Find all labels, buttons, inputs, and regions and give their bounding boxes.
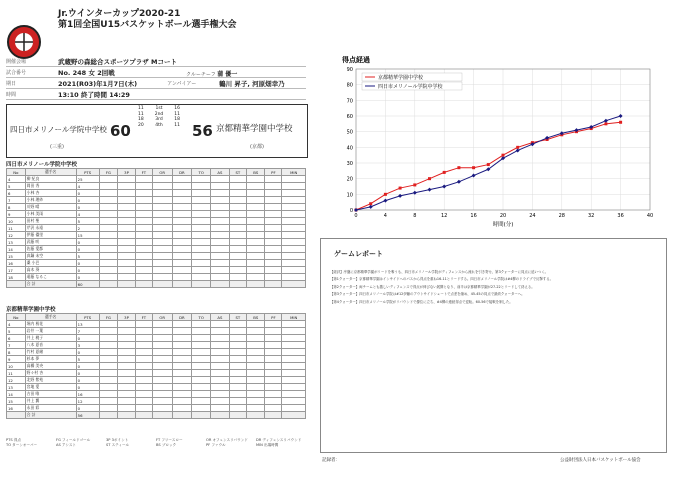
- venue-row: 開催会場 武蔵野の森総合スポーツプラザ Mコート: [6, 57, 306, 67]
- data-point: [369, 202, 372, 205]
- crew-chief: クルーチーフ 蒲 優一: [186, 71, 238, 78]
- x-tick-label: 40: [646, 213, 654, 219]
- total-row: 合 計 56: [7, 412, 306, 419]
- away-team-name: 京都精華学園中学校: [216, 124, 293, 134]
- y-tick-label: 70: [346, 98, 353, 105]
- y-tick-label: 30: [346, 161, 353, 167]
- player-row: 6 井上 桃子 0: [7, 335, 306, 342]
- quarter-row: 11 1st 16: [138, 106, 180, 111]
- data-point: [619, 121, 622, 124]
- player-row: 16 桑 小巴 0: [7, 260, 306, 267]
- away-score: 56: [192, 122, 213, 140]
- footer-recorder: 記録者：: [322, 458, 340, 463]
- report-paragraph: 【第1クォーター】京都精華学園はインサイドへのパスから得点を重ね16-11とリードする。四日市メリノール学院は#4柳のドライブで反撃する。: [330, 277, 553, 282]
- time-row: 時間 13:10 終了時間 14:29: [6, 90, 306, 100]
- player-row: 18 遠藤 なるこ 0: [7, 274, 306, 281]
- data-point: [472, 174, 476, 178]
- data-point: [502, 154, 505, 157]
- home-box-score: 四日市メリノール学院中学校 No 選手名 PTS FG 3P FT OR DR TO AS ST BS PF MIN 4 柳 紀良 25 5 岡田 秀 4 6 小林 杏 0 7 小林 理紗 0 8 川野 晴 0 9 小林 美雨 4 10 田村 聖 5 11 芹沢 永遠 2 12 伊藤 優里 15 13 武藤 咲 0 14 佐藤 愛都 0 15 真鍋 未空 5 16 桑 小巴 0 17 高木 葵 0 18 遠藤 なるこ 0 合 計 60: [6, 160, 306, 288]
- data-point: [516, 148, 520, 152]
- away-box-score: 京都精華学園中学校 No 選手名 PTS FG 3P FT OR DR TO AS ST BS PF MIN 4 堀内 桜花 13 5 岩井 一葉 7 6 井上 桃子 0 7 八木 夏音 3 8 竹村 夏緒 0 9 杉本 夢 5 10 高橋 美央 0 11 野々村 杏 0 12 北野 紫苑 0 13 宮地 愛 0 14 吉田 唯 16 15 井上 翼 12 16 永田 彩 0 合 計 56: [6, 305, 306, 419]
- player-row: 11 芹沢 永遠 2: [7, 225, 306, 232]
- footer-org: 公益財団法人日本バスケットボール協会: [560, 458, 641, 463]
- data-point: [457, 180, 461, 184]
- player-row: 7 八木 夏音 3: [7, 342, 306, 349]
- player-row: 14 吉田 唯 16: [7, 391, 306, 398]
- data-point: [604, 122, 607, 125]
- data-point: [604, 119, 608, 123]
- data-point: [619, 114, 623, 118]
- player-row: 10 高橋 美央 0: [7, 363, 306, 370]
- y-tick-label: 0: [349, 208, 353, 214]
- player-row: 6 小林 杏 0: [7, 190, 306, 197]
- player-row: 15 真鍋 未空 5: [7, 253, 306, 260]
- quarter-row: 18 3rd 18: [138, 117, 180, 122]
- title-line-2: 第1回全国U15バスケットボール選手権大会: [58, 20, 237, 30]
- player-row: 12 伊藤 優里 15: [7, 232, 306, 239]
- y-tick-label: 50: [346, 129, 353, 136]
- report-paragraph: 【第2クォーター】両チームとも激しいディフェンスで得点が伸びない展開となり、前半は京都精華学園が27-22とリードして終える。: [330, 284, 535, 289]
- chart-title: 得点経過: [342, 56, 370, 64]
- data-point: [399, 187, 402, 190]
- x-tick-label: 32: [588, 213, 595, 219]
- report-paragraph: 【総評】序盤に京都精華学園がリードを奪うも、四日市メリノール学院がディフェンスから流れを引き寄せ、第3クォーターに同点に追いつく。: [330, 270, 549, 274]
- data-point: [487, 163, 490, 166]
- player-row: 17 高木 葵 0: [7, 267, 306, 274]
- x-tick-label: 20: [499, 213, 507, 219]
- player-row: 10 田村 聖 5: [7, 218, 306, 225]
- x-tick-label: 12: [441, 213, 448, 219]
- player-row: 11 野々村 杏 0: [7, 370, 306, 377]
- home-score: 60: [110, 122, 131, 140]
- data-point: [472, 166, 475, 169]
- player-row: 13 宮地 愛 0: [7, 384, 306, 391]
- home-box-title: 四日市メリノール学院中学校: [6, 162, 78, 168]
- quarter-row: 20 4th 11: [138, 122, 180, 128]
- home-team-name: 四日市メリノール学院中学校: [10, 125, 107, 134]
- stat-abbreviation-legend: PTS 得点 FG フィールドゴール 3P 3ポイント FT フリースロー OR オフェンスリバウンド DR ディフェンスリバウンド TO ターンオーバー AS アシスト ST スティール BS ブロック PF ファウル MIN 出場時間: [6, 438, 302, 447]
- y-tick-label: 20: [346, 176, 353, 183]
- x-tick-label: 28: [558, 213, 565, 219]
- y-tick-label: 90: [346, 67, 353, 73]
- data-point: [413, 183, 416, 186]
- tournament-logo: [6, 24, 42, 60]
- data-point: [516, 146, 519, 149]
- y-tick-label: 60: [346, 114, 353, 120]
- x-tick-label: 0: [354, 213, 358, 219]
- player-row: 4 堀内 桜花 13: [7, 321, 306, 328]
- x-axis-label: 時間(分): [492, 222, 514, 228]
- report-title: ゲームレポート: [334, 250, 383, 258]
- x-tick-label: 16: [470, 213, 477, 219]
- y-tick-label: 10: [346, 192, 353, 199]
- player-row: 16 永田 彩 0: [7, 405, 306, 412]
- player-row: 8 川野 晴 0: [7, 204, 306, 211]
- title-line-1: Jr.ウインターカップ2020-21: [58, 9, 181, 19]
- x-tick-label: 4: [383, 213, 387, 219]
- data-point: [443, 171, 446, 174]
- away-pref: (京都): [250, 144, 264, 150]
- player-row: 5 岡田 秀 4: [7, 183, 306, 190]
- data-point: [457, 166, 460, 169]
- player-row: 5 岩井 一葉 7: [7, 328, 306, 335]
- data-point: [428, 188, 432, 192]
- y-tick-label: 40: [346, 145, 353, 152]
- date-row: 期日 2021(R03)年1月7日(木) アンパイアー 鶴川 昇子, 河原畑幸乃: [6, 79, 306, 89]
- player-row: 9 小林 美雨 4: [7, 211, 306, 218]
- quarter-row: 11 2nd 11: [138, 111, 180, 117]
- player-row: 9 杉本 夢 5: [7, 356, 306, 363]
- data-point: [383, 199, 387, 203]
- total-row: 合 計 60: [7, 281, 306, 288]
- data-point: [384, 193, 387, 196]
- legend-entry: 京都精華学園中学校: [378, 75, 424, 81]
- x-tick-label: 36: [617, 213, 624, 219]
- player-row: 13 武藤 咲 0: [7, 239, 306, 246]
- player-row: 12 北野 紫苑 0: [7, 377, 306, 384]
- legend-entry: 四日市メリノール学院中学校: [378, 84, 443, 90]
- data-point: [428, 177, 431, 180]
- y-tick-label: 80: [346, 82, 353, 89]
- player-row: 7 小林 理紗 0: [7, 197, 306, 204]
- game-no-row: 試合番号 No. 248 女 2回戦: [6, 68, 306, 78]
- data-point: [369, 205, 373, 209]
- report-text: [330, 270, 660, 307]
- data-point: [442, 185, 446, 189]
- report-paragraph: 【第3クォーター】四日市メリノール学院は#12伊藤のアウトサイドシュートで点差を縮め、45-45の同点で最終クォーターへ。: [330, 292, 525, 297]
- x-tick-label: 24: [529, 213, 536, 219]
- player-row: 15 井上 翼 12: [7, 398, 306, 405]
- score-progress-chart: [340, 55, 670, 230]
- home-pref: (三重): [50, 144, 64, 150]
- player-row: 8 竹村 夏緒 0: [7, 349, 306, 356]
- report-paragraph: 【第4クォーター】四日市メリノール学院がリバウンドで優位に立ち、#4柳の連続得点で逆転。60-56で接戦を制した。: [330, 299, 513, 304]
- away-box-title: 京都精華学園中学校: [6, 307, 56, 313]
- x-tick-label: 8: [413, 213, 417, 219]
- player-row: 14 佐藤 愛都 0: [7, 246, 306, 253]
- player-row: 4 柳 紀良 25: [7, 176, 306, 183]
- quarter-scores: [138, 106, 180, 128]
